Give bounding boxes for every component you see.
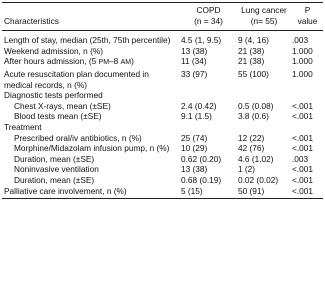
row-label: Acute resuscitation plan documented in medical records, n (%) — [4, 68, 149, 90]
row-label: Weekend admission, n (%) — [4, 45, 103, 56]
section-row — [2, 122, 323, 133]
copd-value: 13 (38) — [181, 45, 208, 56]
copd-value: 0.68 (0.19) — [181, 174, 222, 185]
lung-cancer-value: 50 (91) — [236, 186, 290, 199]
table-row — [2, 143, 323, 154]
header-row — [2, 3, 323, 16]
header-row-2 — [2, 16, 323, 31]
header-characteristics-label: Characteristics — [2, 16, 179, 31]
clinical-characteristics-table — [2, 2, 323, 199]
row-label: After hours admission, (5 PM–8 AM) — [4, 56, 134, 67]
copd-value: 25 (74) — [181, 132, 208, 143]
table-row — [2, 56, 323, 69]
p-value: <.001 — [292, 174, 313, 185]
lung-cancer-value: 4.6 (1.02) — [238, 153, 274, 164]
table-row — [2, 186, 323, 199]
copd-value: 11 (34) — [181, 56, 207, 67]
lung-cancer-value: 42 (76) — [238, 143, 265, 154]
row-label: Duration, mean (±SE) — [14, 153, 95, 164]
lung-cancer-value: 9 (4, 16) — [238, 35, 269, 46]
table-row — [2, 154, 323, 165]
section-label: Diagnostic tests performed — [4, 90, 103, 101]
lung-cancer-value: 0.02 (0.02) — [238, 174, 279, 185]
lung-cancer-value: 21 (38) — [238, 56, 265, 67]
lung-cancer-value: 55 (100) — [238, 68, 269, 79]
lung-cancer-value: 1 (2) — [238, 164, 256, 175]
row-label: Noninvasive ventilation — [14, 164, 99, 175]
lung-cancer-value: 12 (22) — [238, 132, 265, 143]
table-row — [2, 101, 323, 112]
table-row — [2, 69, 323, 90]
p-value: <.001 — [292, 143, 313, 154]
table-row — [2, 111, 323, 122]
row-label: Blood tests mean (±SE) — [14, 111, 102, 122]
table-row — [2, 175, 323, 186]
header-lung-cancer: Lung cancer — [236, 3, 290, 16]
p-value: <.001 — [290, 186, 323, 199]
copd-value: 4.5 (1, 9.5) — [181, 35, 222, 46]
p-value: 1.000 — [292, 45, 313, 56]
row-label: Palliative care involvement, n (%) — [2, 186, 179, 199]
p-value: .003 — [292, 35, 309, 46]
p-value: <.001 — [292, 100, 313, 111]
copd-value: 13 (38) — [181, 164, 208, 175]
copd-value: 10 (29) — [181, 143, 208, 154]
lung-cancer-value: 0.5 (0.08) — [238, 100, 274, 111]
header-copd: COPD — [179, 3, 236, 16]
copd-value: 33 (97) — [181, 68, 208, 79]
copd-value: 0.62 (0.20) — [181, 153, 222, 164]
p-value: <.001 — [292, 132, 313, 143]
lung-cancer-value: 21 (38) — [238, 45, 265, 56]
copd-value: 2.4 (0.42) — [181, 100, 217, 111]
p-value: 1.000 — [292, 56, 313, 67]
table-row — [2, 133, 323, 144]
copd-value: 9.1 (1.5) — [181, 111, 212, 122]
p-value: <.001 — [292, 164, 313, 175]
p-value: 1.000 — [292, 68, 313, 79]
table-row — [2, 46, 323, 57]
row-label: Prescribed oral/iv antibiotics, n (%) — [14, 132, 142, 143]
header-p: P — [290, 3, 323, 16]
row-label: Length of stay, median (25th, 75th percentile) — [4, 35, 171, 46]
copd-value: 5 (15) — [179, 186, 236, 199]
lung-cancer-value: 3.8 (0.6) — [238, 111, 269, 122]
table-row — [2, 31, 323, 46]
row-label: Duration, mean (±SE) — [14, 174, 95, 185]
p-value: .003 — [292, 153, 309, 164]
p-value: <.001 — [292, 111, 313, 122]
header-lung-cancer-n: (n= 55) — [236, 16, 290, 31]
header-copd-n: (n = 34) — [179, 16, 236, 31]
header-p-value: value — [290, 16, 323, 31]
header-characteristics — [2, 3, 179, 16]
table-row — [2, 164, 323, 175]
section-row — [2, 90, 323, 101]
section-label: Treatment — [4, 121, 42, 132]
row-label: Chest X-rays, mean (±SE) — [14, 100, 111, 111]
row-label: Morphine/Midazolam infusion pump, n (%) — [14, 143, 170, 154]
